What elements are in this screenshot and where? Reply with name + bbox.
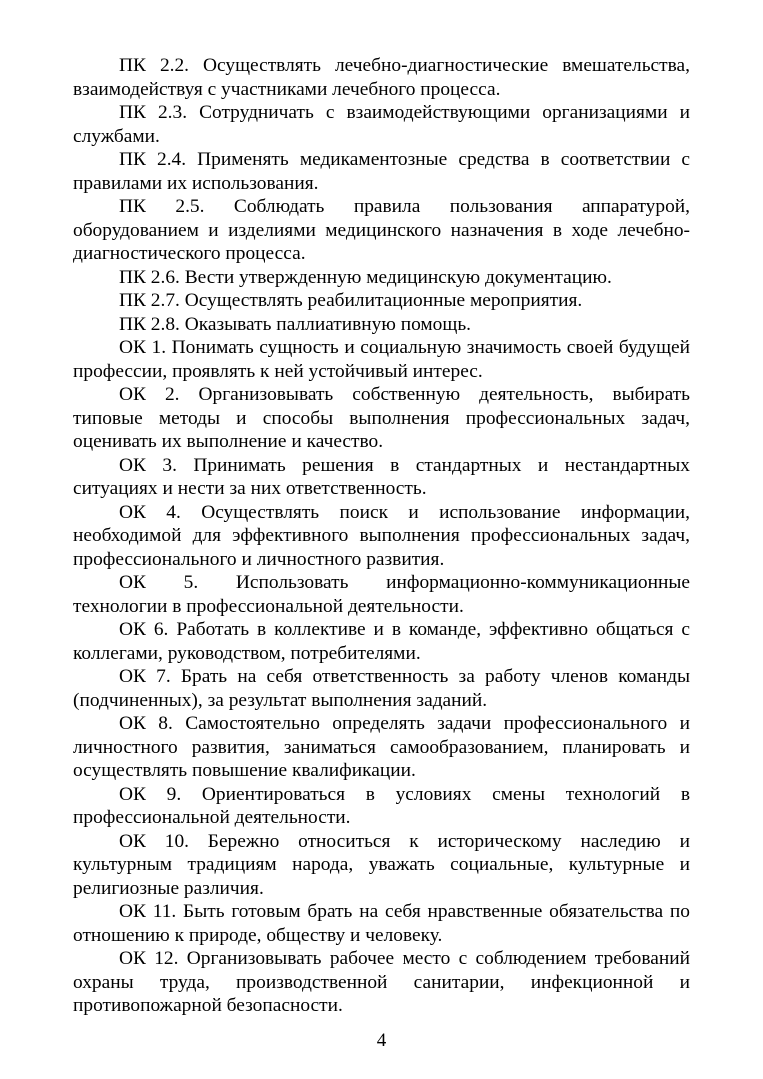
competency-pk-2-8: ПК 2.8. Оказывать паллиативную помощь. [119,313,472,335]
competency-pk-2-7: ПК 2.7. Осуществлять реабилитационные мероприятия. [119,290,583,311]
competency-ok-1: ОК 1. Понимать сущность и социальную значимость своей будущей профессии, проявлять к ней устойчивый интерес. [73,337,690,382]
competency-ok-6: ОК 6. Работать в коллективе и в команде, эффективно общаться с коллегами, руководством, потребителями. [73,619,690,664]
competency-ok-9: ОК 9. Ориентироваться в условиях смены технологий в профессиональной деятельности. [73,783,690,828]
competency-pk-2-6: ПК 2.6. Вести утвержденную медицинскую документацию. [119,266,612,288]
competency-ok-11: ОК 11. Быть готовым брать на себя нравственные обязательства по отношению к природе, обществу и человеку. [73,901,690,946]
competency-ok-12: ОК 12. Организовывать рабочее место с соблюдением требований охраны труда, производственной санитарии, инфекционной и противопожарной безопасности. [73,948,690,1016]
competency-ok-4: ОК 4. Осуществлять поиск и использование информации, необходимой для эффективного выполнения профессиональных задач, профессионального и личностного развития. [73,501,690,570]
competency-pk-2-3: ПК 2.3. Сотрудничать с взаимодействующими организациями и службами. [73,102,690,147]
document-body [73,54,690,1018]
competency-pk-2-4: ПК 2.4. Применять медикаментозные средства в соответствии с правилами их использования. [73,149,690,194]
competency-pk-2-2: ПК 2.2. Осуществлять лечебно-диагностические вмешательства, взаимодействуя с участниками лечебного процесса. [73,55,690,100]
page-number: 4 [376,1030,387,1051]
competency-ok-2: ОК 2. Организовывать собственную деятельность, выбирать типовые методы и способы выполнения профессиональных задач, оценивать их выполнение и качество. [73,384,690,452]
competency-ok-10: ОК 10. Бережно относиться к историческому наследию и культурным традициям народа, уважать социальные, культурные и религиозные различия. [73,830,690,899]
competency-ok-3: ОК 3. Принимать решения в стандартных и нестандартных ситуациях и нести за них ответственность. [73,454,690,499]
competency-pk-2-5: ПК 2.5. Соблюдать правила пользования аппаратурой, оборудованием и изделиями медицинского назначения в ходе лечебно-диагностического процесса. [73,196,690,264]
competency-ok-8: ОК 8. Самостоятельно определять задачи профессионального и личностного развития, заниматься самообразованием, планировать и осуществлять повышение квалификации. [73,713,690,781]
competency-ok-5: ОК 5. Использовать информационно-коммуникационные технологии в профессиональной деятельности. [73,572,690,617]
competency-ok-7: ОК 7. Брать на себя ответственность за работу членов команды (подчиненных), за результат выполнения заданий. [73,666,690,711]
